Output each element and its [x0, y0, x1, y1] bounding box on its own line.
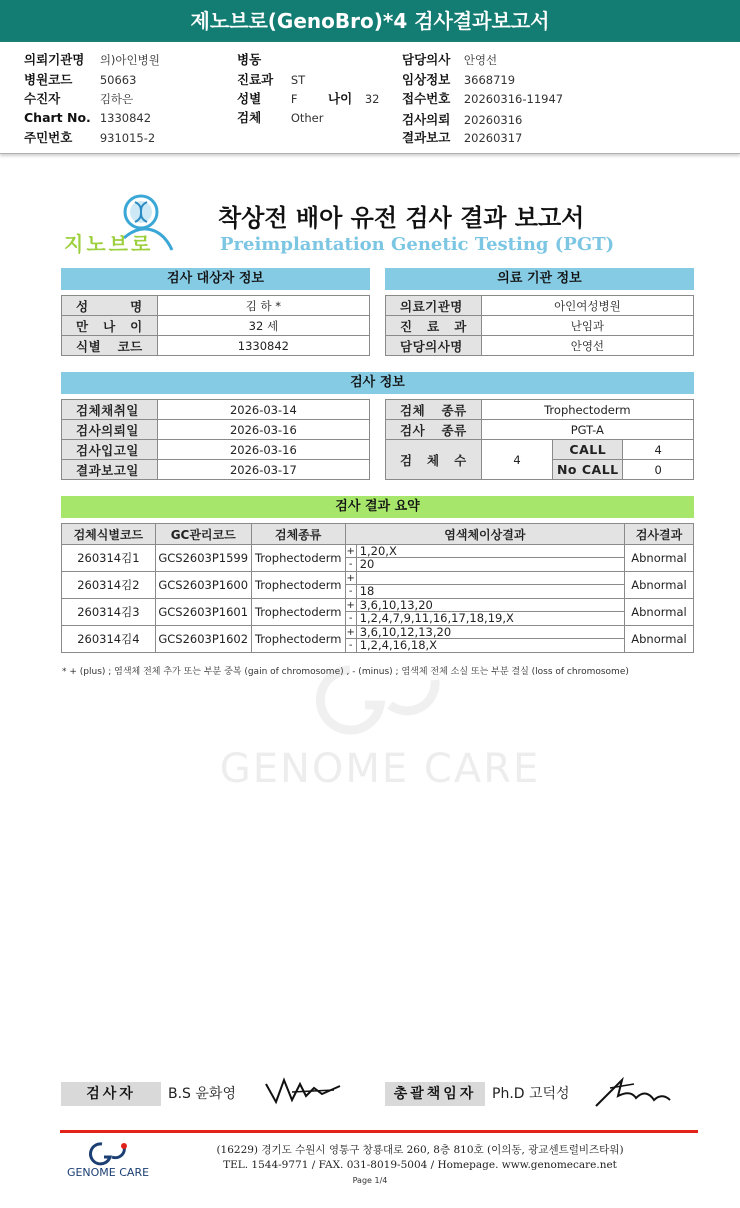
table-row: 진 료 과 난임과: [386, 316, 694, 336]
info-department: 진료과 ST: [237, 72, 306, 87]
tester-name: B.S 윤화영: [168, 1086, 236, 1102]
logo-text: 지노브로: [64, 232, 154, 256]
info-clinical: 임상정보 3668719: [402, 72, 516, 87]
tester-label: 검사자: [61, 1082, 161, 1106]
karyotype-cell: + 1,20,X - 20: [345, 545, 624, 572]
footer-address-block: [160, 1143, 680, 1173]
table-row: 260314김1 GCS2603P1599 Trophectoderm + 1,20,X - 20 Abnormal: [62, 545, 694, 572]
table-row: 검사의뢰일 2026-03-16: [62, 420, 370, 440]
table-row: 260314김4 GCS2603P1602 Trophectoderm + 3,6,10,12,13,20 - 1,2,4,16,18,X Abnormal: [62, 626, 694, 653]
table-row: 검사입고일 2026-03-16: [62, 440, 370, 460]
results-section-heading: 검사 결과 요약: [61, 496, 694, 518]
report-subtitle: Preimplantation Genetic Testing (PGT): [220, 234, 615, 255]
table-row: 결과보고일 2026-03-17: [62, 460, 370, 480]
info-institution: 의뢰기관명 의)아인병원: [24, 52, 160, 67]
table-row: 담당의사명 안영선: [386, 336, 694, 356]
karyotype-cell: + 3,6,10,13,20 - 1,2,4,7,9,11,16,17,18,19,X: [345, 599, 624, 626]
header-title: 제노브로(GenoBro)*4 검사결과보고서: [190, 9, 550, 33]
genome-care-watermark: [200, 660, 560, 800]
karyotype-cell: + - 18: [345, 572, 624, 599]
info-patient: 수진자 김하은: [24, 91, 134, 106]
institution-section-heading: 의료 기관 정보: [385, 268, 694, 290]
info-resident-no: 주민번호 931015-2: [24, 130, 156, 145]
footer-contact: TEL. 1544-9771 / FAX. 031-8019-5004 / Homepage. www.genomecare.net: [223, 1159, 617, 1171]
tester-signature-icon: [262, 1074, 344, 1108]
info-hospital-code: 병원코드 50663: [24, 72, 137, 87]
footer-address: (16229) 경기도 수원시 영통구 창룡대로 260, 8층 810호 (이의동, 광교센트럴비즈타워): [216, 1144, 624, 1156]
info-request-date: 검사의뢰 20260316: [402, 112, 523, 127]
table-row: 260314김2 GCS2603P1600 Trophectoderm + - 18 Abnormal: [62, 572, 694, 599]
results-table: [61, 523, 694, 653]
report-header-bar: [0, 0, 740, 42]
table-row: 검 체 수 4 CALL 4: [386, 440, 694, 460]
table-row: 성 명 김 하 *: [62, 296, 370, 316]
table-row: 검사 종류 PGT-A: [386, 420, 694, 440]
table-row: 식별 코드 1330842: [62, 336, 370, 356]
director-signature-icon: [592, 1074, 674, 1110]
director-label: 총괄책임자: [385, 1082, 485, 1106]
info-receipt-no: 접수번호 20260316-11947: [402, 91, 564, 106]
results-header-row: 검체식별코드 GC관리코드 검체종류 염색체이상결과 검사결과: [62, 524, 694, 545]
results-footnote: * + (plus) ; 염색체 전체 추가 또는 부분 중복 (gain of chromosome) , - (minus) ; 염색체 전체 소실 또는 부분 결실 (loss of chromosome): [62, 667, 629, 677]
test-dates-table: [61, 399, 370, 480]
info-sex: 성별 F: [237, 91, 298, 106]
report-title: 착상전 배아 유전 검사 결과 보고서: [218, 204, 585, 232]
karyotype-cell: + 3,6,10,12,13,20 - 1,2,4,16,18,X: [345, 626, 624, 653]
subject-section-heading: 검사 대상자 정보: [61, 268, 370, 290]
table-row: No CALL 0: [386, 460, 694, 480]
test-info-section-heading: 검사 정보: [61, 372, 694, 394]
table-row: 만 나 이 32 세: [62, 316, 370, 336]
genobro-logo: [62, 192, 182, 256]
subject-table: [61, 295, 370, 356]
info-report-date: 결과보고 20260317: [402, 130, 523, 145]
info-age: 나이 32: [328, 91, 380, 106]
test-specimen-table: [385, 399, 694, 480]
watermark-logo-icon: [200, 660, 560, 740]
watermark-text: GENOME CARE: [219, 746, 541, 792]
table-row: 의료기관명 아인여성병원: [386, 296, 694, 316]
genome-care-logo-icon: [58, 1140, 158, 1166]
info-ward: 병동: [237, 52, 262, 67]
info-specimen: 검체 Other: [237, 110, 324, 125]
patient-info-panel: [0, 42, 740, 154]
info-chart-no: Chart No. 1330842: [24, 110, 152, 125]
table-row: 검체 종류 Trophectoderm: [386, 400, 694, 420]
footer-logo-text: GENOME CARE: [66, 1166, 150, 1179]
page-number: Page 1/4: [352, 1176, 388, 1185]
info-doctor: 담당의사 안영선: [402, 52, 498, 67]
director-name: Ph.D 고덕성: [492, 1086, 570, 1102]
footer-divider: [60, 1130, 698, 1133]
table-row: 260314김3 GCS2603P1601 Trophectoderm + 3,6,10,13,20 - 1,2,4,7,9,11,16,17,18,19,X Abnormal: [62, 599, 694, 626]
institution-table: [385, 295, 694, 356]
table-row: 검체채취일 2026-03-14: [62, 400, 370, 420]
